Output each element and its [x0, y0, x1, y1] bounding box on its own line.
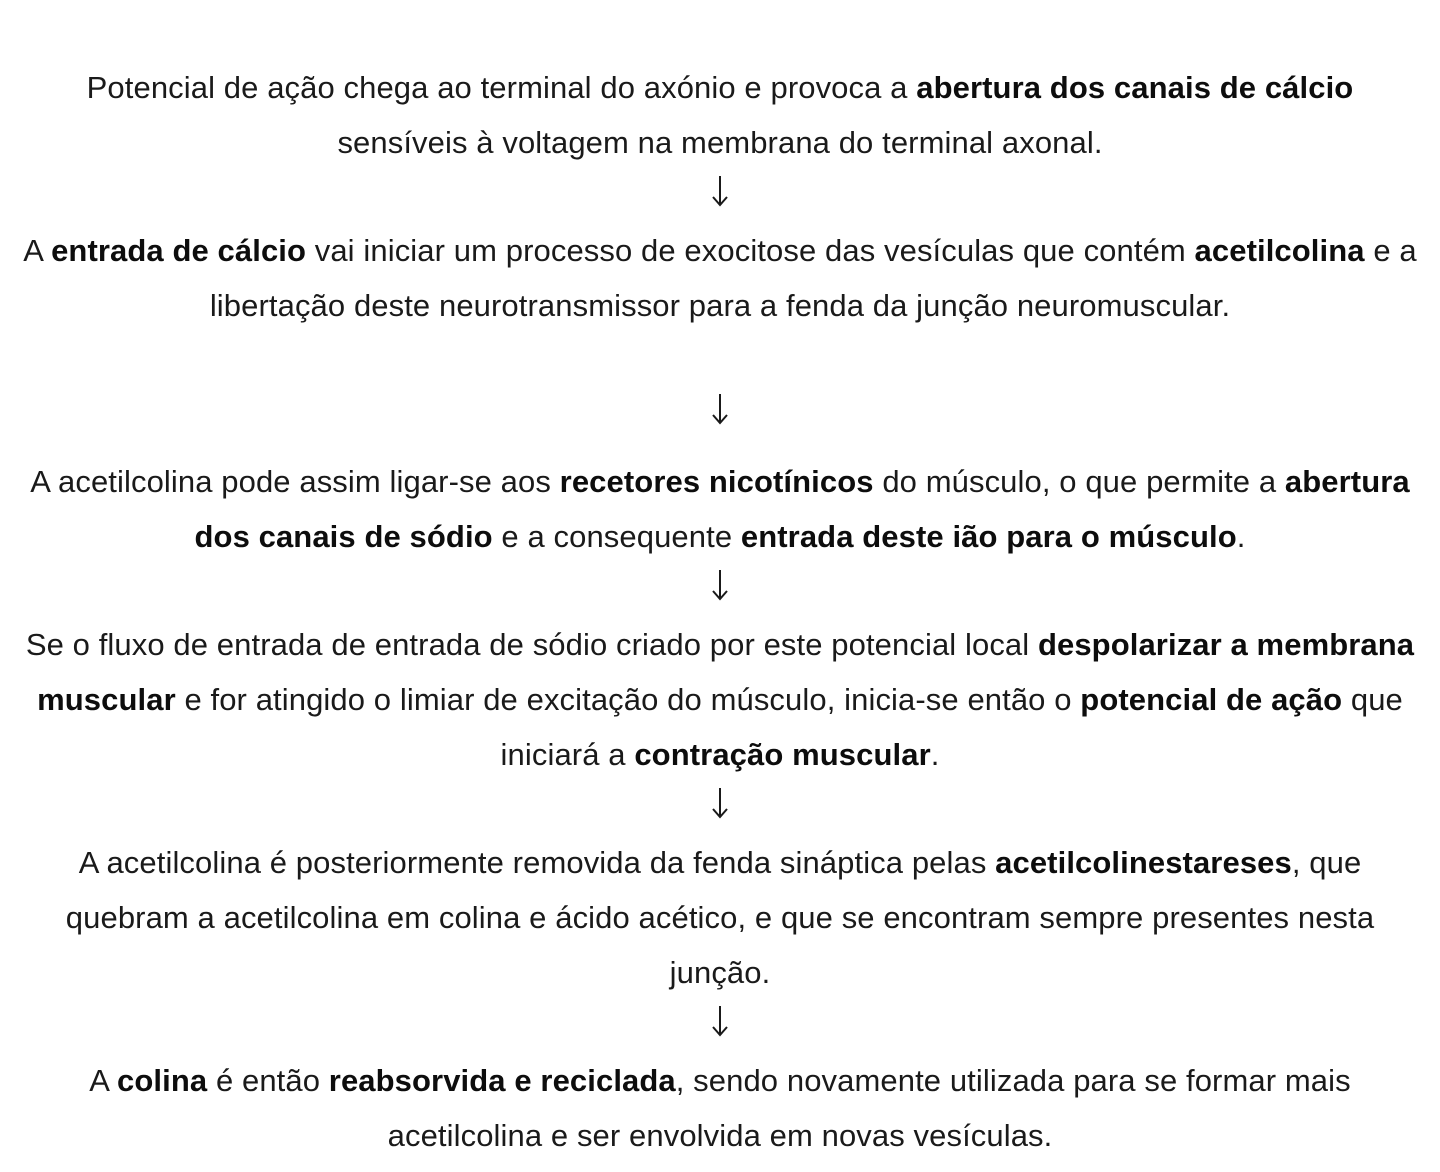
flow-arrow	[0, 1000, 1440, 1053]
step-text-bold: potencial de ação	[1080, 682, 1343, 717]
step-text: vai iniciar um processo de exocitose das vesículas que contém	[306, 233, 1195, 268]
step-text: e for atingido o limiar de excitação do músculo, inicia-se então o	[175, 682, 1081, 717]
step-text: A acetilcolina é posteriormente removida da fenda sináptica pelas	[78, 845, 996, 880]
step-text: A	[89, 1063, 118, 1098]
step-acetylcholinesterase-removal	[20, 835, 1420, 1000]
flow-arrow	[0, 564, 1440, 617]
step-choline-recycling	[20, 1053, 1420, 1163]
arrow-down-icon	[710, 1004, 730, 1038]
step-calcium-entry	[20, 223, 1420, 388]
step-text-bold: acetilcolinestareses	[995, 845, 1292, 880]
step-text: é então	[207, 1063, 329, 1098]
arrow-down-icon	[710, 568, 730, 602]
step-text: e a consequente	[492, 519, 741, 554]
flow-arrow	[0, 388, 1440, 454]
step-text-bold: despolarizar a membrana muscular	[37, 627, 1415, 717]
step-text-bold: reabsorvida e reciclada	[328, 1063, 676, 1098]
step-text-bold: recetores nicotínicos	[559, 464, 874, 499]
arrow-down-icon	[710, 174, 730, 208]
step-action-potential-arrival	[20, 60, 1420, 170]
step-text: , que quebram a acetilcolina em colina e ácido acético, e que se encontram sempre presentes nesta junção.	[65, 845, 1375, 990]
step-text-bold: acetilcolina	[1194, 233, 1365, 268]
step-text: e a libertação deste neurotransmissor para a fenda da junção neuromuscular.	[209, 233, 1417, 323]
step-text-bold: entrada de cálcio	[51, 233, 307, 268]
step-text: , sendo novamente utilizada para se formar mais acetilcolina e ser envolvida em novas vesículas.	[387, 1063, 1351, 1153]
arrow-down-icon	[710, 786, 730, 820]
step-muscle-depolarization	[20, 617, 1420, 782]
step-text: Potencial de ação chega ao terminal do axónio e provoca a	[86, 70, 917, 105]
step-text-bold: colina	[117, 1063, 208, 1098]
flow-arrow	[0, 782, 1440, 835]
step-text: A	[23, 233, 52, 268]
step-text-bold: entrada deste ião para o músculo	[740, 519, 1237, 554]
step-text-bold: contração muscular	[634, 737, 931, 772]
step-text: .	[1236, 519, 1246, 554]
step-text: do músculo, o que permite a	[873, 464, 1285, 499]
step-text: A acetilcolina pode assim ligar-se aos	[30, 464, 560, 499]
step-text: sensíveis à voltagem na membrana do terminal axonal.	[337, 125, 1103, 160]
step-text-bold: abertura dos canais de cálcio	[916, 70, 1354, 105]
arrow-down-icon	[710, 392, 730, 426]
step-text: .	[930, 737, 940, 772]
step-text-bold: abertura dos canais de sódio	[194, 464, 1410, 554]
step-text: Se o fluxo de entrada de entrada de sódio criado por este potencial local	[25, 627, 1038, 662]
step-text: que iniciará a	[500, 682, 1403, 772]
step-nicotinic-receptor-binding	[20, 454, 1420, 564]
flow-arrow	[0, 170, 1440, 223]
